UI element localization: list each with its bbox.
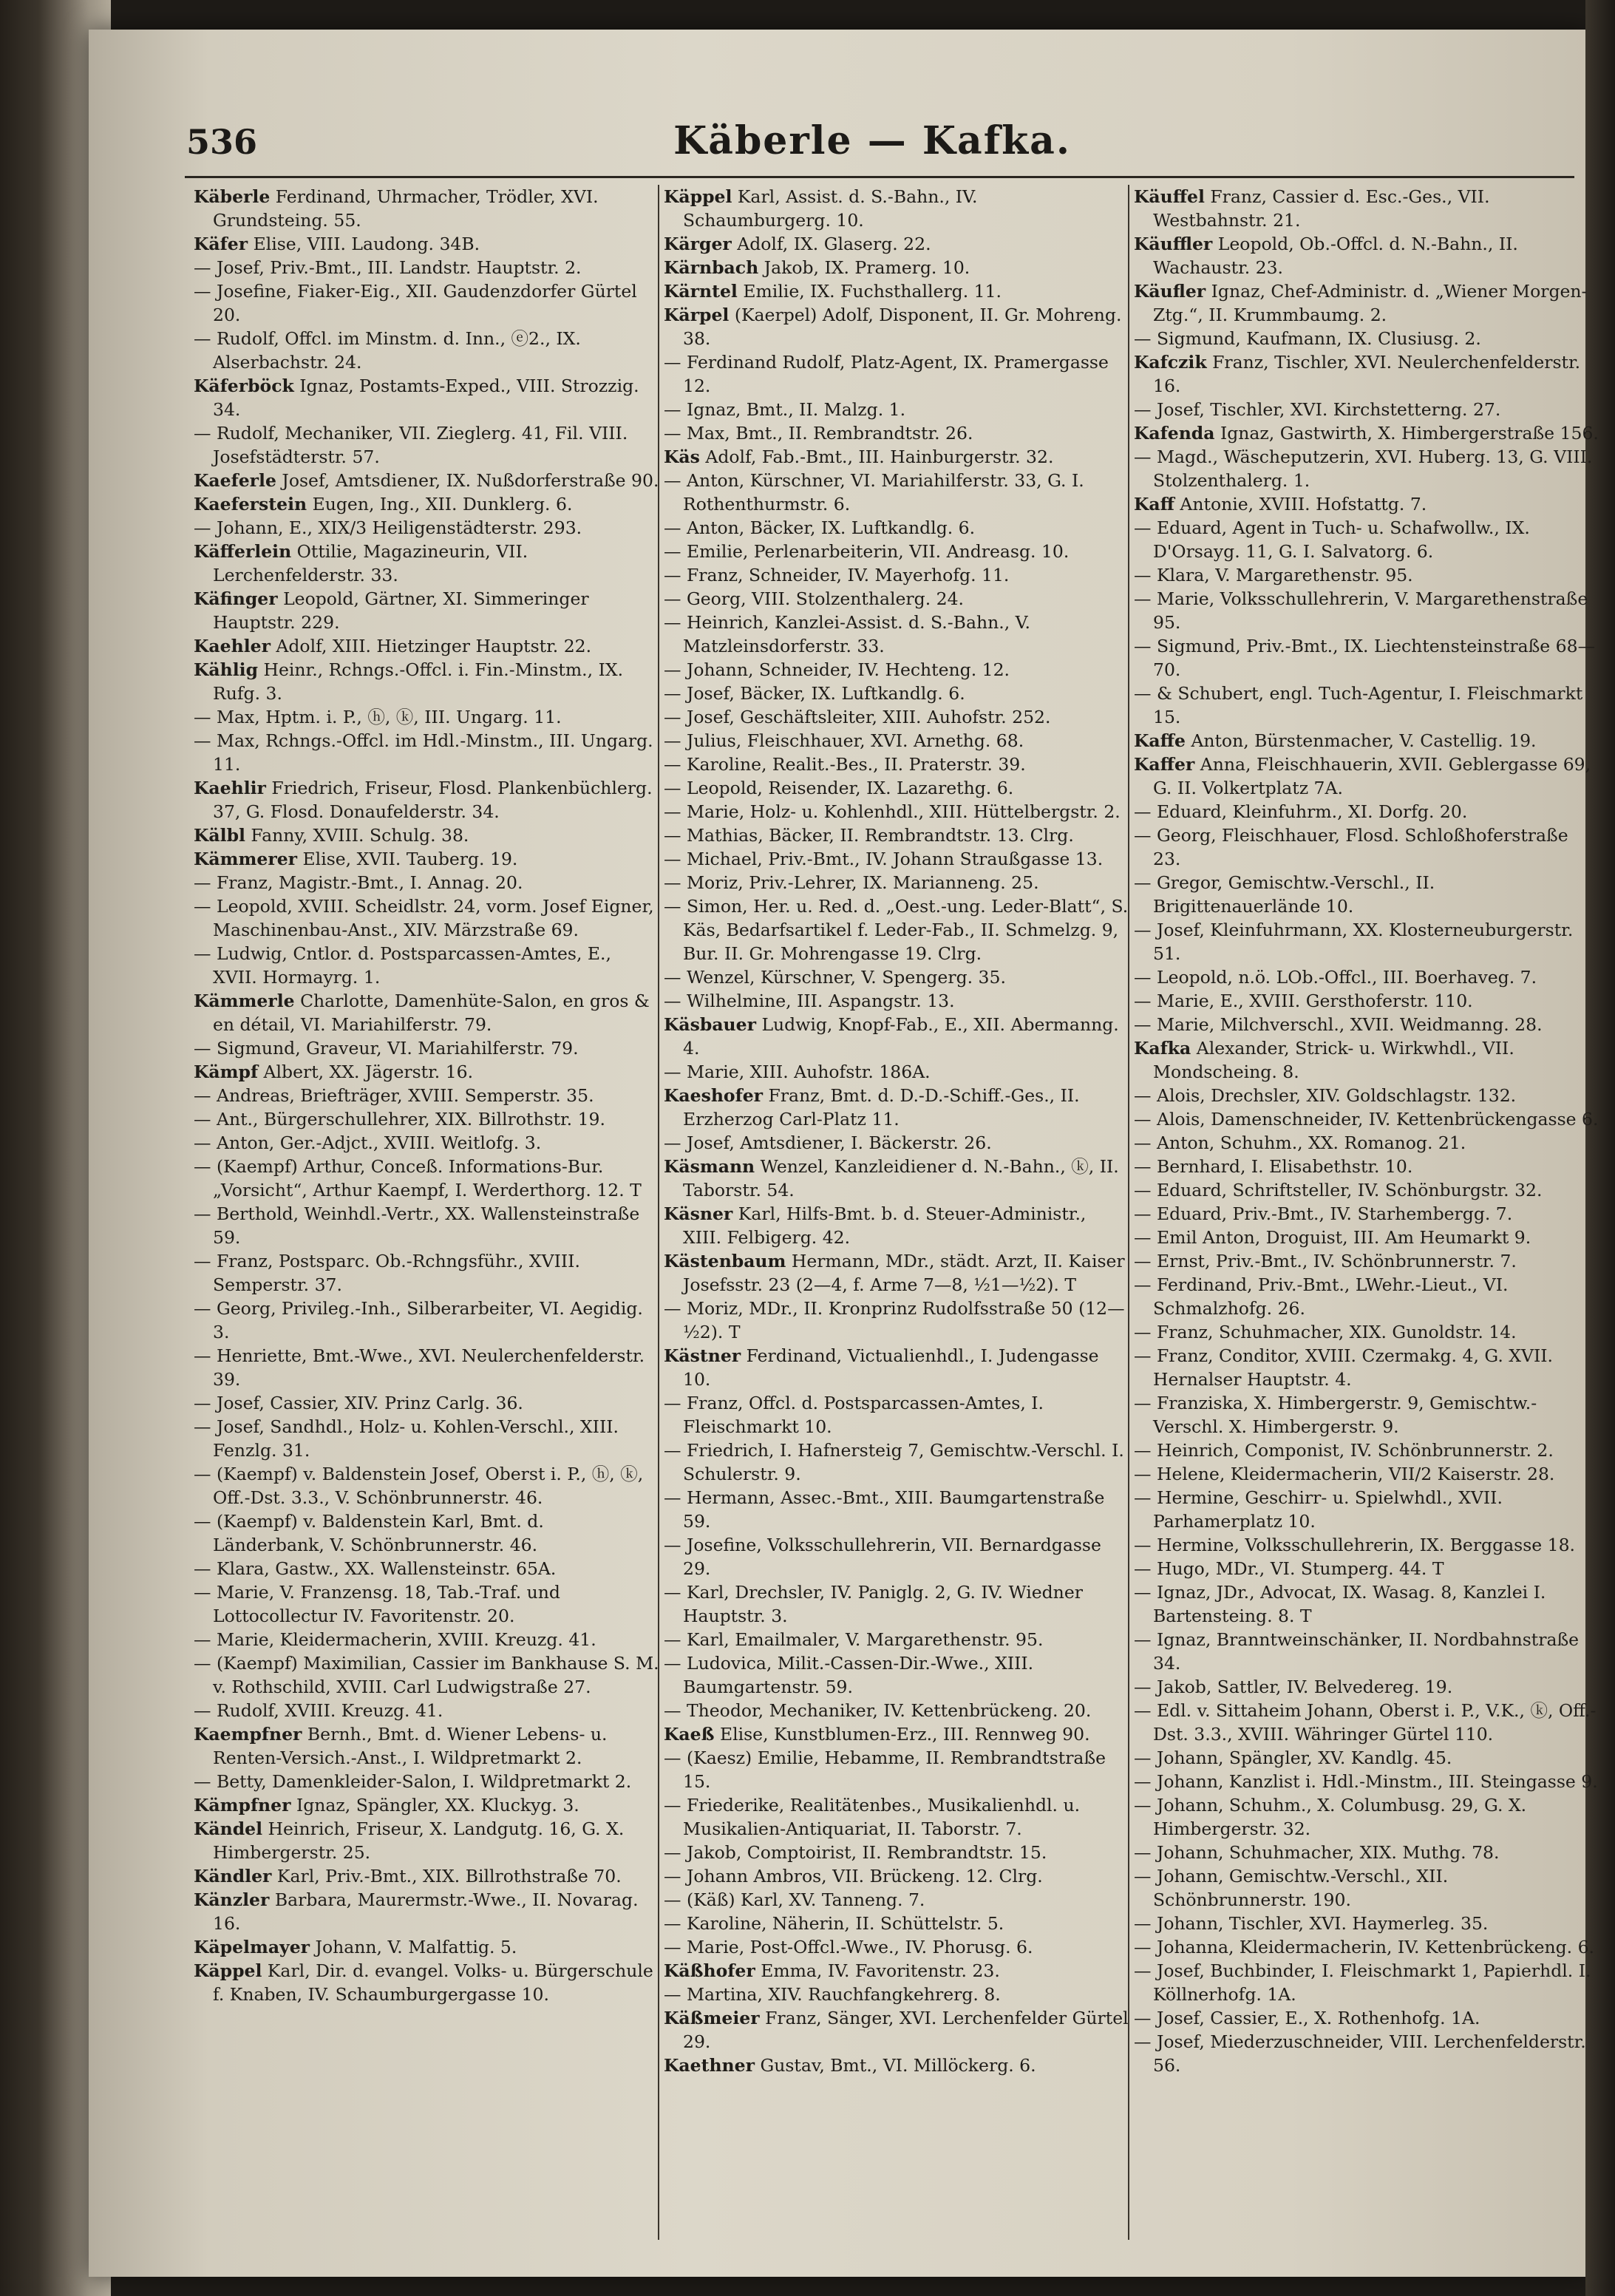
directory-entry: Kämmerle Charlotte, Damenhüte-Salon, en gros & en détail, VI. Mariahilferstr. 79. (194, 991, 650, 1035)
directory-entry: — Marie, E., XVIII. Gersthoferstr. 110. (1134, 991, 1473, 1011)
directory-entry: — Karoline, Näherin, II. Schüttelstr. 5. (664, 1913, 1004, 1934)
directory-entry: Käsmann Wenzel, Kanzleidiener d. N.-Bahn., ⓚ, II. Taborstr. 54. (664, 1156, 1119, 1200)
directory-entry: — Ferdinand, Priv.-Bmt., LWehr.-Lieut., VI. Schmalzhofg. 26. (1134, 1274, 1509, 1319)
directory-entry: Käsbauer Ludwig, Knopf-Fab., E., XII. Abermanng. 4. (664, 1014, 1119, 1059)
running-head: Käberle — Kafka. (673, 118, 1071, 163)
directory-entry: Kaehlir Friedrich, Friseur, Flosd. Plankenbüchlerg. 37, G. Flosd. Donaufelderstr. 34. (194, 778, 653, 822)
directory-entry: — Leopold, n.ö. LOb.-Offcl., III. Boerhaveg. 7. (1134, 967, 1537, 988)
directory-entry: — Berthold, Weinhdl.-Vertr., XX. Wallensteinstraße 59. (194, 1203, 640, 1248)
directory-entry: — Josef, Cassier, E., X. Rothenhofg. 1A. (1134, 2008, 1480, 2028)
header-rule (185, 176, 1574, 178)
directory-entry: — Wenzel, Kürschner, V. Spengerg. 35. (664, 967, 1006, 988)
directory-entry: — (Kaesz) Emilie, Hebamme, II. Rembrandtstraße 15. (664, 1748, 1106, 1792)
directory-entry: — Marie, Volksschullehrerin, V. Margarethenstraße 95. (1134, 588, 1588, 633)
directory-entry: — Franziska, X. Himbergerstr. 9, Gemischtw.-Verschl. X. Himbergerstr. 9. (1134, 1393, 1537, 1437)
directory-entry: — Max, Hptm. i. P., ⓗ, ⓚ, III. Ungarg. 11. (194, 707, 562, 727)
directory-entry: — Johann, Schneider, IV. Hechteng. 12. (664, 659, 1010, 680)
directory-entry: — Martina, XIV. Rauchfangkehrerg. 8. (664, 1984, 1001, 2005)
directory-entry: Kästenbaum Hermann, MDr., städt. Arzt, II. Kaiser Josefsstr. 23 (2—4, f. Arme 7—8, ½1—½2). T (664, 1251, 1125, 1295)
directory-entry: — Rudolf, Offcl. im Minstm. d. Inn., ⓔ2., IX. Alserbachstr. 24. (194, 328, 581, 373)
directory-entry: — (Käß) Karl, XV. Tanneng. 7. (664, 1889, 925, 1910)
directory-entry: Kärpel (Kaerpel) Adolf, Disponent, II. Gr. Mohreng. 38. (664, 305, 1122, 349)
directory-entry: Kärger Adolf, IX. Glaserg. 22. (664, 234, 931, 254)
directory-entry: — Klara, Gastw., XX. Wallensteinstr. 65A. (194, 1558, 557, 1579)
directory-entry: — Julius, Fleischhauer, XVI. Arnethg. 68. (664, 730, 1024, 751)
directory-entry: — Helene, Kleidermacherin, VII/2 Kaiserstr. 28. (1134, 1464, 1555, 1484)
directory-entry: Kaff Antonie, XVIII. Hofstattg. 7. (1134, 494, 1427, 514)
directory-entry: — Andreas, Briefträger, XVIII. Semperstr. 35. (194, 1085, 594, 1106)
directory-entry: — Franz, Magistr.-Bmt., I. Annag. 20. (194, 872, 523, 893)
directory-entry: — Josef, Bäcker, IX. Luftkandlg. 6. (664, 683, 965, 704)
directory-entry: — Josef, Miederzuschneider, VIII. Lerchenfelderstr. 56. (1134, 2031, 1586, 2076)
directory-entry: — Hermine, Geschirr- u. Spielwhdl., XVII. Parhamerplatz 10. (1134, 1487, 1503, 1532)
directory-entry: Kafka Alexander, Strick- u. Wirkwhdl., VII. Mondscheing. 8. (1134, 1038, 1514, 1082)
directory-entry: — Josef, Geschäftsleiter, XIII. Auhofstr. 252. (664, 707, 1051, 727)
directory-entry: Kändler Karl, Priv.-Bmt., XIX. Billrothstraße 70. (194, 1866, 622, 1886)
directory-entry: — Anton, Schuhm., XX. Romanog. 21. (1134, 1132, 1466, 1153)
directory-entry: Käfer Elise, VIII. Laudong. 34B. (194, 234, 480, 254)
directory-entry: — Johann, Schuhm., X. Columbusg. 29, G. X. Himbergerstr. 32. (1134, 1795, 1527, 1839)
directory-entry: Kaehler Adolf, XIII. Hietzinger Hauptstr. 22. (194, 636, 592, 656)
directory-entry: — Bernhard, I. Elisabethstr. 10. (1134, 1156, 1413, 1177)
directory-entry: — Emilie, Perlenarbeiterin, VII. Andreasg. 10. (664, 541, 1070, 562)
directory-entry: — Marie, V. Franzensg. 18, Tab.-Traf. und Lottocollectur IV. Favoritenstr. 20. (194, 1582, 560, 1626)
page-number: 536 (186, 122, 258, 162)
directory-entry: — Johann, Gemischtw.-Verschl., XII. Schönbrunnerstr. 190. (1134, 1866, 1449, 1910)
directory-entry: — Eduard, Schriftsteller, IV. Schönburgstr. 32. (1134, 1180, 1543, 1200)
directory-entry: Käfinger Leopold, Gärtner, XI. Simmeringer Hauptstr. 229. (194, 588, 589, 633)
directory-entry: Käufler Ignaz, Chef-Administr. d. „Wiener Morgen-Ztg.“, II. Krummbaumg. 2. (1134, 281, 1588, 325)
directory-entry: — Johann, Tischler, XVI. Haymerleg. 35. (1134, 1913, 1489, 1934)
directory-entry: — Johann, Schuhmacher, XIX. Muthg. 78. (1134, 1842, 1500, 1863)
directory-entry: — Hugo, MDr., VI. Stumperg. 44. T (1134, 1558, 1444, 1579)
directory-entry: — Jakob, Sattler, IV. Belvedereg. 19. (1134, 1677, 1453, 1697)
directory-entry: — Eduard, Kleinfuhrm., XI. Dorfg. 20. (1134, 801, 1468, 822)
directory-entry: — Theodor, Mechaniker, IV. Kettenbrückeng. 20. (664, 1700, 1092, 1721)
directory-entry: — Simon, Her. u. Red. d. „Oest.-ung. Leder-Blatt“, S. Käs, Bedarfsartikel f. Leder-Fab., II. Schmelzg. 9, Bur. II. Gr. Mohrengasse 19. Clrg. (664, 896, 1129, 964)
directory-entry: — Ferdinand Rudolf, Platz-Agent, IX. Pramergasse 12. (664, 352, 1109, 396)
directory-entry: — Karoline, Realit.-Bes., II. Praterstr. 39. (664, 754, 1026, 775)
directory-entry: Känzler Barbara, Maurermstr.-Wwe., II. Novarag. 16. (194, 1889, 639, 1934)
directory-entry: — Marie, Holz- u. Kohlenhdl., XIII. Hüttelbergstr. 2. (664, 801, 1121, 822)
directory-entry: Kälbl Fanny, XVIII. Schulg. 38. (194, 825, 469, 846)
directory-entry: — Ignaz, Bmt., II. Malzg. 1. (664, 399, 906, 420)
directory-entry: — Gregor, Gemischtw.-Verschl., II. Brigittenauerlände 10. (1134, 872, 1435, 917)
directory-entry: Käsner Karl, Hilfs-Bmt. b. d. Steuer-Administr., XIII. Felbigerg. 42. (664, 1203, 1087, 1248)
directory-entry: — Josef, Cassier, XIV. Prinz Carlg. 36. (194, 1393, 523, 1413)
directory-entry: — Mathias, Bäcker, II. Rembrandtstr. 13. Clrg. (664, 825, 1074, 846)
directory-entry: — Hermine, Volksschullehrerin, IX. Berggasse 18. (1134, 1535, 1576, 1555)
directory-entry: Kärntel Emilie, IX. Fuchsthallerg. 11. (664, 281, 1002, 302)
directory-entry: — Michael, Priv.-Bmt., IV. Johann Straußgasse 13. (664, 849, 1104, 869)
directory-entry: — Johann, E., XIX/3 Heiligenstädterstr. 293. (194, 517, 582, 538)
directory-entry: — Hermann, Assec.-Bmt., XIII. Baumgartenstraße 59. (664, 1487, 1105, 1532)
directory-entry: Kärnbach Jakob, IX. Pramerg. 10. (664, 257, 970, 278)
directory-entry: — Josef, Priv.-Bmt., III. Landstr. Hauptstr. 2. (194, 257, 582, 278)
directory-entry: — Friederike, Realitätenbes., Musikalienhdl. u. Musikalien-Antiquariat, II. Taborstr. 7. (664, 1795, 1081, 1839)
directory-entry: Kaffer Anna, Fleischhauerin, XVII. Geblergasse 69, G. II. Volkertplatz 7A. (1134, 754, 1591, 798)
directory-entry: Kämpf Albert, XX. Jägerstr. 16. (194, 1062, 474, 1082)
directory-entry: — Leopold, Reisender, IX. Lazarethg. 6. (664, 778, 1014, 798)
directory-entry: — Eduard, Priv.-Bmt., IV. Starhembergg. 7. (1134, 1203, 1513, 1224)
directory-entry: — Georg, VIII. Stolzenthalerg. 24. (664, 588, 965, 609)
directory-entry: — Marie, Milchverschl., XVII. Weidmanng. 28. (1134, 1014, 1543, 1035)
directory-entry: Kaffe Anton, Bürstenmacher, V. Castellig. 19. (1134, 730, 1537, 751)
directory-entry: — Karl, Drechsler, IV. Paniglg. 2, G. IV. Wiedner Hauptstr. 3. (664, 1582, 1083, 1626)
directory-entry: — Ant., Bürgerschullehrer, XIX. Billrothstr. 19. (194, 1109, 605, 1130)
directory-entry: Käppel Karl, Dir. d. evangel. Volks- u. Bürgerschule f. Knaben, IV. Schaumburgergasse 10. (194, 1960, 653, 2005)
directory-entry: Kaethner Gustav, Bmt., VI. Millöckerg. 6. (664, 2055, 1036, 2076)
directory-entry: Käberle Ferdinand, Uhrmacher, Trödler, XVI. Grundsteing. 55. (194, 186, 599, 231)
directory-entry: — Emil Anton, Droguist, III. Am Heumarkt 9. (1134, 1227, 1531, 1248)
directory-entry: — Josefine, Fiaker-Eig., XII. Gaudenzdorfer Gürtel 20. (194, 281, 637, 325)
directory-entry: — Moriz, MDr., II. Kronprinz Rudolfsstraße 50 (12—½2). T (664, 1298, 1125, 1342)
directory-entry: — (Kaempf) Arthur, Conceß. Informations-Bur. „Vorsicht“, Arthur Kaempf, I. Werderthorg. 12. T (194, 1156, 642, 1200)
directory-entry: Kaeshofer Franz, Bmt. d. D.-D.-Schiff.-Ges., II. Erzherzog Carl-Platz 11. (664, 1085, 1080, 1130)
directory-entry: — Johann Ambros, VII. Brückeng. 12. Clrg. (664, 1866, 1043, 1886)
directory-entry: Käßmeier Franz, Sänger, XVI. Lerchenfelder Gürtel 29. (664, 2008, 1129, 2052)
directory-entry: Käferböck Ignaz, Postamts-Exped., VIII. Strozzig. 34. (194, 376, 639, 420)
directory-entry: — Alois, Damenschneider, IV. Kettenbrückengasse 6. (1134, 1109, 1599, 1130)
directory-entry: — (Kaempf) Maximilian, Cassier im Bankhause S. M. v. Rothschild, XVIII. Carl Ludwigstraße 27. (194, 1653, 659, 1697)
directory-entry: — Ignaz, Branntweinschänker, II. Nordbahnstraße 34. (1134, 1629, 1580, 1674)
directory-entry: — Franz, Schuhmacher, XIX. Gunoldstr. 14. (1134, 1322, 1517, 1342)
directory-entry: — Ignaz, JDr., Advocat, IX. Wasag. 8, Kanzlei I. Bartensteing. 8. T (1134, 1582, 1546, 1626)
directory-entry: — Franz, Postsparc. Ob.-Rchngsführ., XVIII. Semperstr. 37. (194, 1251, 580, 1295)
directory-entry: — Edl. v. Sittaheim Johann, Oberst i. P., V.K., ⓚ, Off.-Dst. 3.3., XVIII. Währinger Gürtel 110. (1134, 1700, 1597, 1745)
directory-entry: — Ludovica, Milit.-Cassen-Dir.-Wwe., XIII. Baumgartenstr. 59. (664, 1653, 1034, 1697)
directory-entry: — Betty, Damenkleider-Salon, I. Wildpretmarkt 2. (194, 1771, 632, 1792)
directory-entry: — (Kaempf) v. Baldenstein Josef, Oberst i. P., ⓗ, ⓚ, Off.-Dst. 3.3., V. Schönbrunnerstr. 46. (194, 1464, 644, 1508)
directory-entry: — Rudolf, XVIII. Kreuzg. 41. (194, 1700, 443, 1721)
directory-entry: — Moriz, Priv.-Lehrer, IX. Marianneng. 25. (664, 872, 1039, 893)
directory-entry: — & Schubert, engl. Tuch-Agentur, I. Fleischmarkt 15. (1134, 683, 1583, 727)
directory-entry: Käuffler Leopold, Ob.-Offcl. d. N.-Bahn., II. Wachaustr. 23. (1134, 234, 1518, 278)
directory-entry: Kämpfner Ignaz, Spängler, XX. Kluckyg. 3. (194, 1795, 579, 1816)
directory-entry: Käpelmayer Johann, V. Malfattig. 5. (194, 1937, 517, 1957)
directory-entry: — Magd., Wäscheputzerin, XVI. Huberg. 13, G. VIII. Stolzenthalerg. 1. (1134, 446, 1593, 491)
directory-entry: Kaeferstein Eugen, Ing., XII. Dunklerg. 6. (194, 494, 573, 514)
directory-entry: — (Kaempf) v. Baldenstein Karl, Bmt. d. Länderbank, V. Schönbrunnerstr. 46. (194, 1511, 544, 1555)
directory-entry: — Friedrich, I. Hafnersteig 7, Gemischtw.-Verschl. I. Schulerstr. 9. (664, 1440, 1124, 1484)
directory-entry: Kafczik Franz, Tischler, XVI. Neulerchenfelderstr. 16. (1134, 352, 1581, 396)
directory-entry: — Johanna, Kleidermacherin, IV. Kettenbrückeng. 6. (1134, 1937, 1595, 1957)
directory-entry: — Karl, Emailmaler, V. Margarethenstr. 95. (664, 1629, 1044, 1650)
directory-entry: — Ludwig, Cntlor. d. Postsparcassen-Amtes, E., XVII. Hormayrg. 1. (194, 943, 611, 988)
directory-entry: — Franz, Offcl. d. Postsparcassen-Amtes, I. Fleischmarkt 10. (664, 1393, 1044, 1437)
directory-column-3 (1134, 185, 1599, 2255)
directory-entry: — Jakob, Comptoirist, II. Rembrandtstr. 15. (664, 1842, 1047, 1863)
directory-entry: — Klara, V. Margarethenstr. 95. (1134, 565, 1413, 585)
directory-entry: — Max, Rchngs.-Offcl. im Hdl.-Minstm., III. Ungarg. 11. (194, 730, 653, 775)
directory-entry: Käßhofer Emma, IV. Favoritenstr. 23. (664, 1960, 1000, 1981)
directory-entry: — Josef, Kleinfuhrmann, XX. Klosterneuburgerstr. 51. (1134, 920, 1574, 964)
directory-entry: — Josef, Amtsdiener, I. Bäckerstr. 26. (664, 1132, 992, 1153)
directory-column-1 (194, 185, 659, 2255)
directory-entry: — Sigmund, Kaufmann, IX. Clusiusg. 2. (1134, 328, 1481, 349)
directory-entry: — Rudolf, Mechaniker, VII. Zieglerg. 41, Fil. VIII. Josefstädterstr. 57. (194, 423, 628, 467)
directory-entry: — Max, Bmt., II. Rembrandtstr. 26. (664, 423, 973, 444)
directory-entry: — Sigmund, Graveur, VI. Mariahilferstr. 79. (194, 1038, 579, 1059)
directory-entry: — Heinrich, Kanzlei-Assist. d. S.-Bahn., V. Matzleinsdorferstr. 33. (664, 612, 1030, 656)
directory-entry: — Georg, Fleischhauer, Flosd. Schloßhoferstraße 23. (1134, 825, 1568, 869)
directory-entry: — Eduard, Agent in Tuch- u. Schafwollw., IX. D'Orsayg. 11, G. I. Salvatorg. 6. (1134, 517, 1530, 562)
directory-entry: — Leopold, XVIII. Scheidlstr. 24, vorm. Josef Eigner, Maschinenbau-Anst., XIV. Märzstraße 69. (194, 896, 654, 940)
directory-entry: Käppel Karl, Assist. d. S.-Bahn., IV. Schaumburgerg. 10. (664, 186, 978, 231)
directory-entry: — Marie, XIII. Auhofstr. 186A. (664, 1062, 931, 1082)
directory-entry: Kaeferle Josef, Amtsdiener, IX. Nußdorferstraße 90. (194, 470, 659, 491)
directory-entry: — Sigmund, Priv.-Bmt., IX. Liechtensteinstraße 68—70. (1134, 636, 1596, 680)
directory-entry: — Henriette, Bmt.-Wwe., XVI. Neulerchenfelderstr. 39. (194, 1345, 645, 1390)
directory-entry: — Josef, Sandhdl., Holz- u. Kohlen-Verschl., XIII. Fenzlg. 31. (194, 1416, 619, 1461)
directory-entry: Kählig Heinr., Rchngs.-Offcl. i. Fin.-Minstm., IX. Rufg. 3. (194, 659, 624, 704)
directory-entry: — Josefine, Volksschullehrerin, VII. Bernardgasse 29. (664, 1535, 1101, 1579)
directory-entry: — Johann, Spängler, XV. Kandlg. 45. (1134, 1748, 1452, 1768)
directory-entry: Kämmerer Elise, XVII. Tauberg. 19. (194, 849, 518, 869)
directory-entry: — Alois, Drechsler, XIV. Goldschlagstr. 132. (1134, 1085, 1517, 1106)
directory-entry: — Josef, Buchbinder, I. Fleischmarkt 1, Papierhdl. I. Köllnerhofg. 1A. (1134, 1960, 1591, 2005)
directory-entry: — Anton, Ger.-Adjct., XVIII. Weitlofg. 3. (194, 1132, 542, 1153)
directory-entry: — Franz, Schneider, IV. Mayerhofg. 11. (664, 565, 1010, 585)
directory-entry: Käfferlein Ottilie, Magazineurin, VII. Lerchenfelderstr. 33. (194, 541, 528, 585)
directory-entry: — Anton, Kürschner, VI. Mariahilferstr. 33, G. I. Rothenthurmstr. 6. (664, 470, 1084, 514)
directory-entry: Kaeß Elise, Kunstblumen-Erz., III. Rennweg 90. (664, 1724, 1090, 1745)
directory-entry: Kafenda Ignaz, Gastwirth, X. Himbergerstraße 156. (1134, 423, 1599, 444)
directory-entry: — Anton, Bäcker, IX. Luftkandlg. 6. (664, 517, 976, 538)
directory-entry: Kändel Heinrich, Friseur, X. Landgutg. 16, G. X. Himbergerstr. 25. (194, 1818, 625, 1863)
directory-entry: — Marie, Kleidermacherin, XVIII. Kreuzg. 41. (194, 1629, 596, 1650)
directory-entry: — Johann, Kanzlist i. Hdl.-Minstm., III. Steingasse 9. (1134, 1771, 1598, 1792)
directory-entry: — Heinrich, Componist, IV. Schönbrunnerstr. 2. (1134, 1440, 1554, 1461)
directory-entry: Käs Adolf, Fab.-Bmt., III. Hainburgerstr. 32. (664, 446, 1054, 467)
directory-entry: — Georg, Privileg.-Inh., Silberarbeiter, VI. Aegidig. 3. (194, 1298, 643, 1342)
directory-entry: Käuffel Franz, Cassier d. Esc.-Ges., VII. Westbahnstr. 21. (1134, 186, 1490, 231)
directory-entry: — Franz, Conditor, XVIII. Czermakg. 4, G. XVII. Hernalser Hauptstr. 4. (1134, 1345, 1553, 1390)
directory-entry: — Josef, Tischler, XVI. Kirchstetterng. 27. (1134, 399, 1501, 420)
directory-entry: — Marie, Post-Offcl.-Wwe., IV. Phorusg. 6. (664, 1937, 1033, 1957)
directory-entry: — Wilhelmine, III. Aspangstr. 13. (664, 991, 955, 1011)
directory-column-2 (664, 185, 1129, 2255)
directory-entry: Kästner Ferdinand, Victualienhdl., I. Judengasse 10. (664, 1345, 1099, 1390)
directory-entry: Kaempfner Bernh., Bmt. d. Wiener Lebens- u. Renten-Versich.-Anst., I. Wildpretmarkt 2. (194, 1724, 608, 1768)
directory-entry: — Ernst, Priv.-Bmt., IV. Schönbrunnerstr. 7. (1134, 1251, 1517, 1271)
